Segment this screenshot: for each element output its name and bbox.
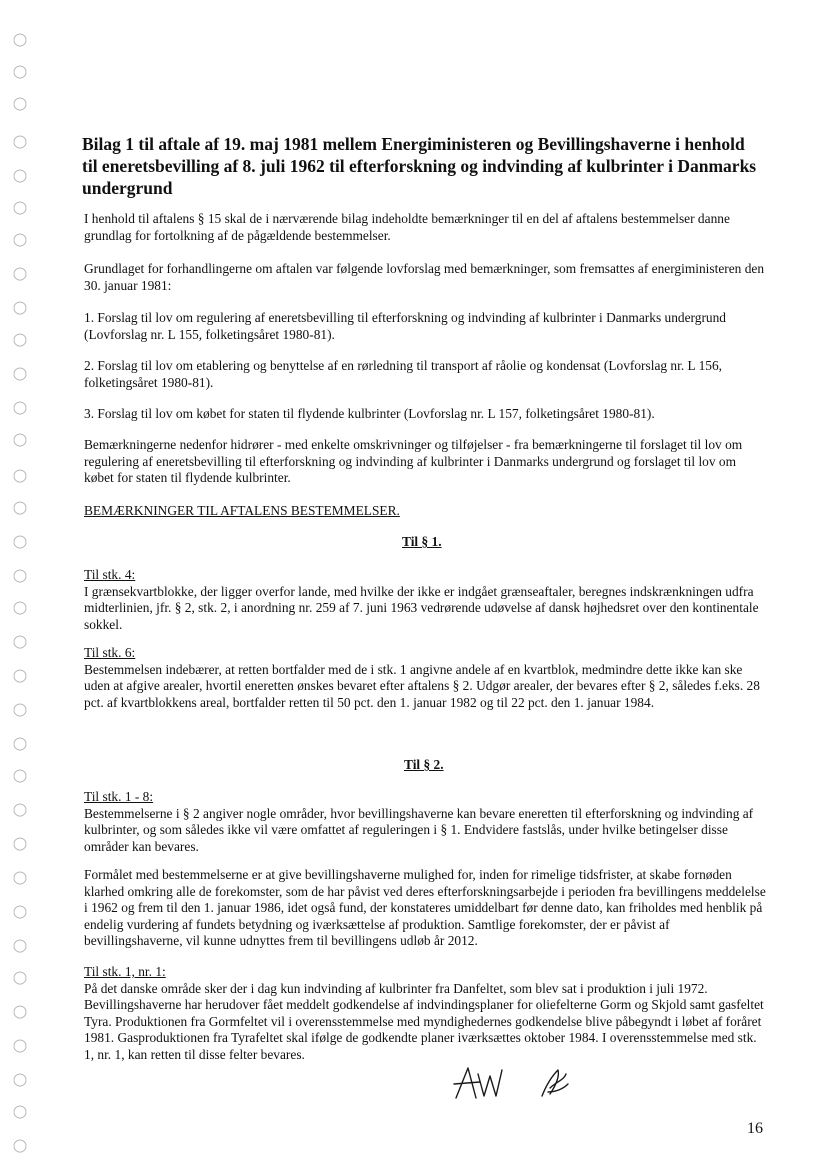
intro-paragraph-2: Grundlaget for forhandlingerne om aftalen var følgende lovforslag med bemærkninger, som fremsattes af energiministeren den 30. januar 1981: <box>84 261 765 293</box>
bill-item-1: 1. Forslag til lov om regulering af eneretsbevilling til efterforskning og indvinding af kulbrinter i Danmarks undergrund (Lovforslag nr. L 155, folketingsåret 1980-81). <box>84 310 726 342</box>
stk1-nr1-label: Til stk. 1, nr. 1: <box>84 964 166 979</box>
bill-item-3: 3. Forslag til lov om købet for staten til flydende kulbrinter (Lovforslag nr. L 157, folketingsåret 1980-81). <box>84 406 655 421</box>
document-heading: Bilag 1 til aftale af 19. maj 1981 mellem Energiministeren og Bevillingshaverne i henhold til eneretsbevilling af 8. juli 1962 til efterforskning og indvinding af kulbrinter i Danmarks undergrund <box>82 134 757 198</box>
section1-title: Til § 1. <box>402 534 442 549</box>
punch-holes-margin <box>0 0 40 1170</box>
page-number: 16 <box>747 1120 763 1137</box>
stk1-8-text: Bestemmelserne i § 2 angiver nogle områder, hvor bevillingshaverne kan bevare eneretten til efterforskning og indvinding af kulbrinter, og som således ikke vil være omfattet af reguleringen i § 1. Endvidere fastslås, under hvilke betingelser disse områder kan bevares. <box>84 805 754 854</box>
stk1-nr1-text: På det danske område sker der i dag kun indvinding af kulbrinter fra Danfeltet, som blev sat i produktion i juli 1972. Bevillingshaverne har herudover fået meddelt godkendelse af indvindingsplaner for oliefelterne Gorm og Skjold samt gasfeltet Tyra. Produktionen fra Gormfeltet vil i overensstemmelse med myndighedernes godkendelse blive påbegyndt i løbet af foråret 1981. Gasproduktionen fra Tyrafeltet skal ifølge de godkendte planer iværksættes oktober 1984. I overensstemmelse med stk. 1, nr. 1, kan retten til disse felter bevares. <box>84 980 764 1062</box>
section2-title: Til § 2. <box>404 757 444 772</box>
stk6-label: Til stk. 6: <box>84 645 136 660</box>
stk1-8-label: Til stk. 1 - 8: <box>84 789 154 804</box>
handwritten-initials-signature <box>450 1062 580 1104</box>
stk6-text: Bestemmelsen indebærer, at retten bortfalder med de i stk. 1 angivne andele af en kvartblok, medmindre dette ikke kan ske uden at afgive arealer, hvortil eneretten ønskes bevaret efter aftalens § 2. Udgør arealer, der bevares efter § 2, således f.eks. 28 pct. af kvartblokkens areal, bortfalder retten til 50 pct. den 1. januar 1982 og til 22 pct. den 1. januar 1984. <box>84 661 760 710</box>
section2-stk1-8 <box>84 789 769 855</box>
stk4-label: Til stk. 4: <box>84 567 136 582</box>
section2-purpose: Formålet med bestemmelserne er at give bevillingshaverne mulighed for, inden for rimelige tidsfrister, at skabe fornøden klarhed omkring alle de forekomster, som de har påvist ved deres efterforskningsarbejde i perioden fra bevillingens meddelelse i 1962 og frem til den 1. januar 1986, idet også fund, der konstateres umiddelbart før denne dato, kan friholdes med henblik på endelig vurdering af fundets betydning og iværksættelse af produktion. Samtlige forekomster, der er påvist af bevillingshaverne, vil kunne udnyttes frem til bevillingens udløb år 2012. <box>84 867 766 949</box>
section1-stk6 <box>84 645 769 711</box>
stk4-text: I grænsekvartblokke, der ligger overfor lande, med hvilke der ikke er indgået grænseaftaler, beregnes indskrænkningen udfra midterlinien, jfr. § 2, stk. 2, i anordning nr. 259 af 7. juni 1963 vedrørende udøvelse af dansk højhedsret over den kontinentale sokkel. <box>84 583 759 632</box>
bill-item-2: 2. Forslag til lov om etablering og benyttelse af en rørledning til transport af råolie og kondensat (Lovforslag nr. L 156, folketingsåret 1980-81). <box>84 358 723 390</box>
intro-paragraph-1: I henhold til aftalens § 15 skal de i nærværende bilag indeholdte bemærkninger til en del af aftalens bestemmelser danne grundlag for fortolkning af de pågældende bestemmelser. <box>84 211 730 243</box>
remarks-title: BEMÆRKNINGER TIL AFTALENS BESTEMMELSER. <box>84 503 400 518</box>
section1-stk4 <box>84 567 769 633</box>
binder-holes-icon <box>0 0 40 1170</box>
intro-paragraph-remarks: Bemærkningerne nedenfor hidrører - med enkelte omskrivninger og tilføjelser - fra bemærkningerne til forslaget til lov om regulering af eneretsbevilling til efterforskning og indvinding af kulbrinter i Danmarks undergrund og forslaget til lov om købet for staten til flydende kulbrinter. <box>84 437 743 486</box>
section2-stk1-nr1 <box>84 964 769 1064</box>
